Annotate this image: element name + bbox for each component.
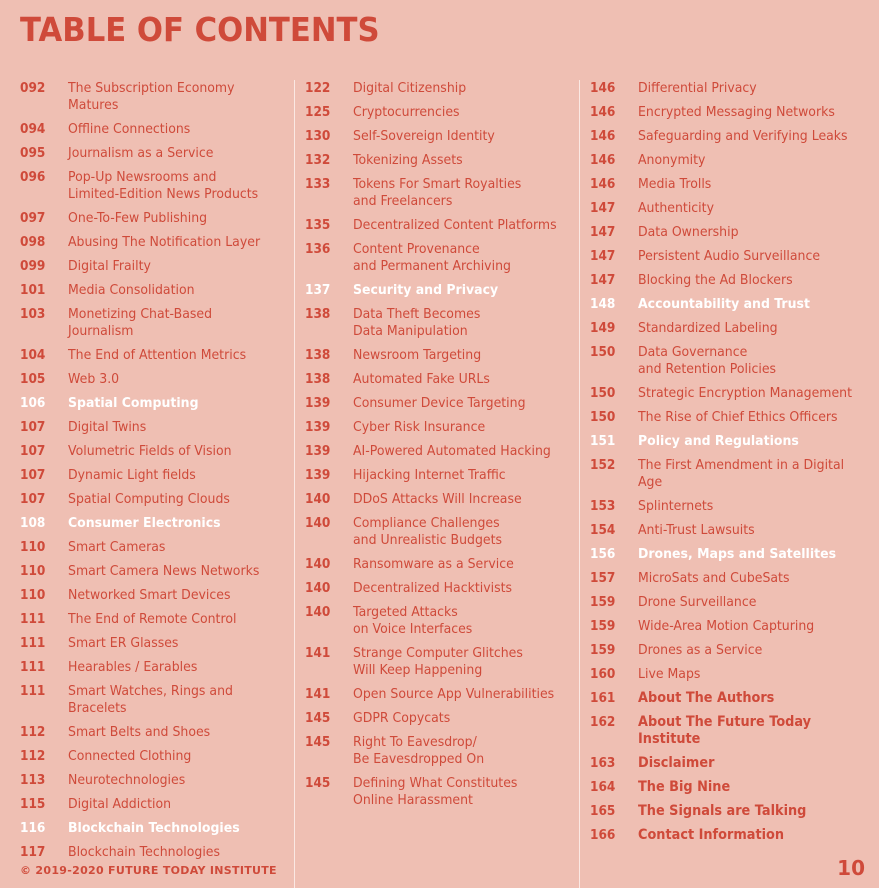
toc-entry-title: Offline Connections	[68, 121, 191, 137]
toc-page-number: 150	[590, 409, 616, 425]
toc-entry[interactable]	[20, 282, 292, 299]
toc-entry-title: Web 3.0	[68, 371, 120, 387]
toc-entry[interactable]	[20, 659, 292, 676]
toc-page-number: 099	[20, 258, 46, 274]
toc-entry-title: Hijacking Internet Traffic	[353, 467, 506, 483]
toc-entry[interactable]	[305, 217, 577, 234]
toc-entry[interactable]	[20, 491, 292, 508]
toc-page-number: 145	[305, 775, 331, 791]
toc-entry-title: Defining What Constitutes Online Harassment	[353, 775, 518, 808]
toc-page-number: 094	[20, 121, 46, 137]
toc-page-number: 111	[20, 611, 46, 627]
toc-entry[interactable]	[590, 755, 875, 772]
toc-entry-title: Security and Privacy	[353, 282, 499, 298]
toc-entry[interactable]	[590, 570, 875, 587]
toc-entry[interactable]	[590, 457, 875, 491]
toc-entry[interactable]	[305, 152, 577, 169]
toc-entry[interactable]	[305, 467, 577, 484]
toc-entry-title: Accountability and Trust	[638, 296, 810, 312]
toc-entry[interactable]	[590, 80, 875, 97]
toc-section-heading[interactable]	[590, 433, 875, 450]
toc-entry-title: Standardized Labeling	[638, 320, 778, 336]
toc-entry-title: Persistent Audio Surveillance	[638, 248, 821, 264]
toc-entry-title: The Signals are Talking	[638, 803, 807, 819]
toc-page-number: 108	[20, 515, 46, 531]
toc-entry-title: Digital Twins	[68, 419, 147, 435]
toc-page-number: 139	[305, 395, 331, 411]
toc-page-number: 146	[590, 152, 616, 168]
page-title: TABLE OF CONTENTS	[20, 10, 380, 49]
toc-entry-title: Right To Eavesdrop/ Be Eavesdropped On	[353, 734, 485, 767]
toc-entry[interactable]	[590, 666, 875, 683]
toc-entry[interactable]	[20, 234, 292, 251]
toc-entry-title: Smart Camera News Networks	[68, 563, 260, 579]
toc-page-number: 111	[20, 635, 46, 651]
toc-entry[interactable]	[20, 80, 292, 114]
toc-entry[interactable]	[590, 248, 875, 265]
column-divider	[579, 80, 580, 888]
toc-entry-title: Wide-Area Motion Capturing	[638, 618, 815, 634]
toc-page-number: 160	[590, 666, 616, 682]
toc-entry[interactable]	[20, 748, 292, 765]
toc-page-number: 147	[590, 272, 616, 288]
toc-entry[interactable]	[20, 145, 292, 162]
toc-page-number: 139	[305, 443, 331, 459]
toc-page-number: 115	[20, 796, 46, 812]
toc-entry-title: Self-Sovereign Identity	[353, 128, 495, 144]
toc-entry-title: Live Maps	[638, 666, 701, 682]
toc-section-heading[interactable]	[590, 296, 875, 313]
toc-entry-title: Digital Frailty	[68, 258, 151, 274]
toc-entry-title: Abusing The Notification Layer	[68, 234, 261, 250]
toc-page-number: 117	[20, 844, 46, 860]
toc-page-number: 107	[20, 443, 46, 459]
toc-entry-title: Consumer Device Targeting	[353, 395, 526, 411]
toc-section-heading[interactable]	[20, 820, 292, 837]
toc-entry[interactable]	[305, 419, 577, 436]
toc-entry[interactable]	[590, 779, 875, 796]
toc-page-number: 166	[590, 827, 616, 843]
toc-entry-title: Blocking the Ad Blockers	[638, 272, 793, 288]
toc-page-number: 164	[590, 779, 616, 795]
toc-page-number: 139	[305, 467, 331, 483]
toc-page-number: 151	[590, 433, 616, 449]
toc-entry-title: Safeguarding and Verifying Leaks	[638, 128, 848, 144]
toc-page-number: 125	[305, 104, 331, 120]
toc-entry[interactable]	[305, 734, 577, 768]
toc-page-number: 147	[590, 224, 616, 240]
toc-entry-title: Newsroom Targeting	[353, 347, 482, 363]
toc-page-number: 147	[590, 200, 616, 216]
toc-entry-title: Drones as a Service	[638, 642, 763, 658]
toc-entry[interactable]	[305, 443, 577, 460]
toc-entry[interactable]	[305, 686, 577, 703]
toc-entry[interactable]	[305, 775, 577, 809]
toc-section-heading[interactable]	[590, 546, 875, 563]
toc-page-number: 110	[20, 563, 46, 579]
toc-column-2	[305, 80, 577, 816]
toc-page-number: 096	[20, 169, 46, 185]
toc-entry-title: Compliance Challenges and Unrealistic Budgets	[353, 515, 503, 548]
toc-page-number: 133	[305, 176, 331, 192]
toc-entry[interactable]	[20, 724, 292, 741]
toc-entry-title: Connected Clothing	[68, 748, 192, 764]
toc-entry[interactable]	[20, 635, 292, 652]
toc-page-number: 159	[590, 618, 616, 634]
toc-page-number: 150	[590, 385, 616, 401]
toc-entry[interactable]	[305, 306, 577, 340]
toc-entry-title: Anonymity	[638, 152, 706, 168]
toc-entry-title: Drone Surveillance	[638, 594, 757, 610]
toc-page-number: 146	[590, 176, 616, 192]
toc-page-number: 110	[20, 587, 46, 603]
toc-entry[interactable]	[20, 683, 292, 717]
toc-entry[interactable]	[305, 491, 577, 508]
toc-entry-title: Hearables / Earables	[68, 659, 198, 675]
toc-entry[interactable]	[20, 796, 292, 813]
toc-entry[interactable]	[590, 498, 875, 515]
toc-page-number: 140	[305, 580, 331, 596]
toc-page-number: 145	[305, 710, 331, 726]
toc-entry[interactable]	[20, 539, 292, 556]
toc-section-heading[interactable]	[20, 515, 292, 532]
toc-entry[interactable]	[305, 347, 577, 364]
toc-entry[interactable]	[305, 604, 577, 638]
toc-entry-title: MicroSats and CubeSats	[638, 570, 790, 586]
toc-entry[interactable]	[590, 522, 875, 539]
toc-entry-title: Monetizing Chat-Based Journalism	[68, 306, 213, 339]
toc-entry-title: Encrypted Messaging Networks	[638, 104, 835, 120]
toc-entry[interactable]	[20, 772, 292, 789]
toc-page-number: 146	[590, 104, 616, 120]
toc-entry-title: Journalism as a Service	[68, 145, 214, 161]
toc-page-number: 146	[590, 80, 616, 96]
toc-entry-title: Tokens For Smart Royalties and Freelancers	[353, 176, 522, 209]
toc-entry[interactable]	[20, 121, 292, 138]
toc-entry[interactable]	[590, 803, 875, 820]
toc-page-number: 141	[305, 686, 331, 702]
toc-entry[interactable]	[20, 611, 292, 628]
toc-entry-title: Media Trolls	[638, 176, 712, 192]
toc-page-number: 165	[590, 803, 616, 819]
toc-entry[interactable]	[305, 80, 577, 97]
toc-page-number: 112	[20, 748, 46, 764]
toc-entry[interactable]	[590, 385, 875, 402]
page-number: 10	[837, 856, 865, 880]
toc-entry-title: Networked Smart Devices	[68, 587, 231, 603]
toc-entry-title: The Rise of Chief Ethics Officers	[638, 409, 838, 425]
toc-page-number: 137	[305, 282, 331, 298]
toc-page-number: 150	[590, 344, 616, 360]
toc-entry[interactable]	[305, 556, 577, 573]
toc-page-number: 105	[20, 371, 46, 387]
toc-entry[interactable]	[590, 714, 875, 748]
toc-entry-title: Volumetric Fields of Vision	[68, 443, 232, 459]
toc-entry[interactable]	[305, 395, 577, 412]
toc-entry[interactable]	[590, 409, 875, 426]
toc-entry[interactable]	[590, 344, 875, 378]
toc-entry[interactable]	[305, 176, 577, 210]
toc-page-number: 163	[590, 755, 616, 771]
toc-entry[interactable]	[305, 104, 577, 121]
toc-page-number: 138	[305, 347, 331, 363]
toc-page-number: 140	[305, 491, 331, 507]
toc-entry-title: Automated Fake URLs	[353, 371, 490, 387]
copyright-footer: © 2019-2020 FUTURE TODAY INSTITUTE	[20, 864, 277, 877]
toc-page-number: 107	[20, 491, 46, 507]
toc-entry-title: Targeted Attacks on Voice Interfaces	[353, 604, 473, 637]
toc-page-number: 159	[590, 594, 616, 610]
toc-page-number: 104	[20, 347, 46, 363]
toc-column-1	[20, 80, 292, 868]
toc-entry[interactable]	[305, 128, 577, 145]
toc-entry-title: One-To-Few Publishing	[68, 210, 208, 226]
toc-entry[interactable]	[305, 580, 577, 597]
toc-entry-title: Differential Privacy	[638, 80, 757, 96]
toc-entry[interactable]	[20, 306, 292, 340]
toc-entry-title: Ransomware as a Service	[353, 556, 514, 572]
toc-entry[interactable]	[590, 690, 875, 707]
toc-entry-title: AI-Powered Automated Hacking	[353, 443, 551, 459]
toc-entry-title: Digital Citizenship	[353, 80, 467, 96]
toc-entry-title: Authenticity	[638, 200, 714, 216]
toc-entry-title: Tokenizing Assets	[353, 152, 463, 168]
toc-entry[interactable]	[590, 152, 875, 169]
toc-page-number: 092	[20, 80, 46, 96]
toc-page-number: 111	[20, 683, 46, 699]
toc-entry[interactable]	[590, 128, 875, 145]
toc-page-number: 140	[305, 515, 331, 531]
toc-page-number: 161	[590, 690, 616, 706]
toc-entry[interactable]	[20, 443, 292, 460]
toc-page-number: 149	[590, 320, 616, 336]
toc-entry-title: Content Provenance and Permanent Archiving	[353, 241, 511, 274]
toc-entry[interactable]	[590, 594, 875, 611]
toc-page-number: 098	[20, 234, 46, 250]
toc-entry[interactable]	[20, 371, 292, 388]
toc-entry[interactable]	[20, 419, 292, 436]
toc-page-number: 138	[305, 306, 331, 322]
toc-page-number: 146	[590, 128, 616, 144]
toc-page-number: 122	[305, 80, 331, 96]
toc-page-number: 145	[305, 734, 331, 750]
toc-entry-title: The Big Nine	[638, 779, 731, 795]
toc-entry[interactable]	[20, 347, 292, 364]
toc-entry[interactable]	[20, 563, 292, 580]
toc-entry-title: Strange Computer Glitches Will Keep Happening	[353, 645, 523, 678]
toc-entry-title: Blockchain Technologies	[68, 844, 221, 860]
toc-page-number: 138	[305, 371, 331, 387]
toc-page-number: 111	[20, 659, 46, 675]
toc-page-number: 107	[20, 467, 46, 483]
toc-entry-title: Decentralized Hacktivists	[353, 580, 513, 596]
toc-entry[interactable]	[590, 827, 875, 844]
toc-entry-title: Smart ER Glasses	[68, 635, 179, 651]
toc-entry-title: Spatial Computing Clouds	[68, 491, 230, 507]
toc-entry[interactable]	[590, 272, 875, 289]
toc-entry-title: Data Theft Becomes Data Manipulation	[353, 306, 481, 339]
toc-entry-title: About The Authors	[638, 690, 775, 706]
toc-entry-title: Media Consolidation	[68, 282, 195, 298]
toc-entry-title: Digital Addiction	[68, 796, 172, 812]
toc-entry[interactable]	[305, 645, 577, 679]
toc-page-number: 140	[305, 556, 331, 572]
toc-entry-title: Spatial Computing	[68, 395, 199, 411]
toc-entry-title: Consumer Electronics	[68, 515, 221, 531]
toc-entry[interactable]	[305, 710, 577, 727]
toc-entry-title: DDoS Attacks Will Increase	[353, 491, 522, 507]
toc-entry-title: Splinternets	[638, 498, 714, 514]
toc-entry-title: Drones, Maps and Satellites	[638, 546, 837, 562]
toc-entry[interactable]	[20, 258, 292, 275]
toc-entry[interactable]	[20, 210, 292, 227]
toc-page-number: 113	[20, 772, 46, 788]
toc-entry-title: The First Amendment in a Digital Age	[638, 457, 845, 490]
toc-entry-title: Cyber Risk Insurance	[353, 419, 486, 435]
toc-entry-title: Data Governance and Retention Policies	[638, 344, 777, 377]
toc-page-number: 112	[20, 724, 46, 740]
toc-entry[interactable]	[590, 200, 875, 217]
toc-page-number: 154	[590, 522, 616, 538]
toc-entry[interactable]	[590, 618, 875, 635]
toc-page-number: 139	[305, 419, 331, 435]
toc-page-number: 141	[305, 645, 331, 661]
toc-entry[interactable]	[20, 844, 292, 861]
toc-entry-title: Contact Information	[638, 827, 785, 843]
toc-entry[interactable]	[590, 176, 875, 193]
toc-entry-title: Cryptocurrencies	[353, 104, 460, 120]
toc-entry-title: Smart Watches, Rings and Bracelets	[68, 683, 233, 716]
toc-page-number: 130	[305, 128, 331, 144]
toc-entry[interactable]	[305, 371, 577, 388]
toc-page-number: 095	[20, 145, 46, 161]
toc-entry-title: Neurotechnologies	[68, 772, 186, 788]
toc-page-number: 159	[590, 642, 616, 658]
toc-page-number: 162	[590, 714, 616, 730]
toc-page-number: 136	[305, 241, 331, 257]
toc-entry-title: Data Ownership	[638, 224, 739, 240]
toc-section-heading[interactable]	[20, 395, 292, 412]
column-divider	[294, 80, 295, 888]
toc-column-3	[590, 80, 875, 851]
toc-page-number: 140	[305, 604, 331, 620]
toc-page-number: 101	[20, 282, 46, 298]
toc-page-number: 103	[20, 306, 46, 322]
toc-entry[interactable]	[20, 467, 292, 484]
toc-page-number: 157	[590, 570, 616, 586]
toc-entry[interactable]	[590, 104, 875, 121]
toc-page-number: 135	[305, 217, 331, 233]
toc-entry-title: The End of Attention Metrics	[68, 347, 247, 363]
toc-entry-title: Policy and Regulations	[638, 433, 799, 449]
toc-entry[interactable]	[590, 320, 875, 337]
toc-entry[interactable]	[590, 642, 875, 659]
toc-entry-title: Pop-Up Newsrooms and Limited-Edition News Products	[68, 169, 259, 202]
toc-section-heading[interactable]	[305, 282, 577, 299]
toc-entry-title: Dynamic Light fields	[68, 467, 196, 483]
toc-page-number: 116	[20, 820, 46, 836]
toc-entry-title: Blockchain Technologies	[68, 820, 240, 836]
toc-entry-title: The Subscription Economy Matures	[68, 80, 235, 113]
toc-entry[interactable]	[305, 241, 577, 275]
toc-page-number: 106	[20, 395, 46, 411]
toc-entry-title: Strategic Encryption Management	[638, 385, 853, 401]
toc-entry-title: Smart Belts and Shoes	[68, 724, 211, 740]
toc-page-number: 132	[305, 152, 331, 168]
toc-entry-title: Anti-Trust Lawsuits	[638, 522, 755, 538]
toc-entry[interactable]	[20, 587, 292, 604]
toc-entry[interactable]	[20, 169, 292, 203]
toc-entry-title: About The Future Today Institute	[638, 714, 812, 747]
toc-page-number: 152	[590, 457, 616, 473]
toc-entry[interactable]	[305, 515, 577, 549]
toc-page-number: 110	[20, 539, 46, 555]
toc-entry-title: Decentralized Content Platforms	[353, 217, 557, 233]
toc-entry-title: The End of Remote Control	[68, 611, 237, 627]
toc-entry-title: Disclaimer	[638, 755, 715, 771]
toc-page-number: 107	[20, 419, 46, 435]
toc-page-number: 156	[590, 546, 616, 562]
toc-page-number: 153	[590, 498, 616, 514]
toc-page-number: 097	[20, 210, 46, 226]
toc-page-number: 148	[590, 296, 616, 312]
toc-entry-title: Open Source App Vulnerabilities	[353, 686, 555, 702]
toc-entry-title: Smart Cameras	[68, 539, 166, 555]
toc-entry[interactable]	[590, 224, 875, 241]
toc-page-number: 147	[590, 248, 616, 264]
toc-entry-title: GDPR Copycats	[353, 710, 451, 726]
